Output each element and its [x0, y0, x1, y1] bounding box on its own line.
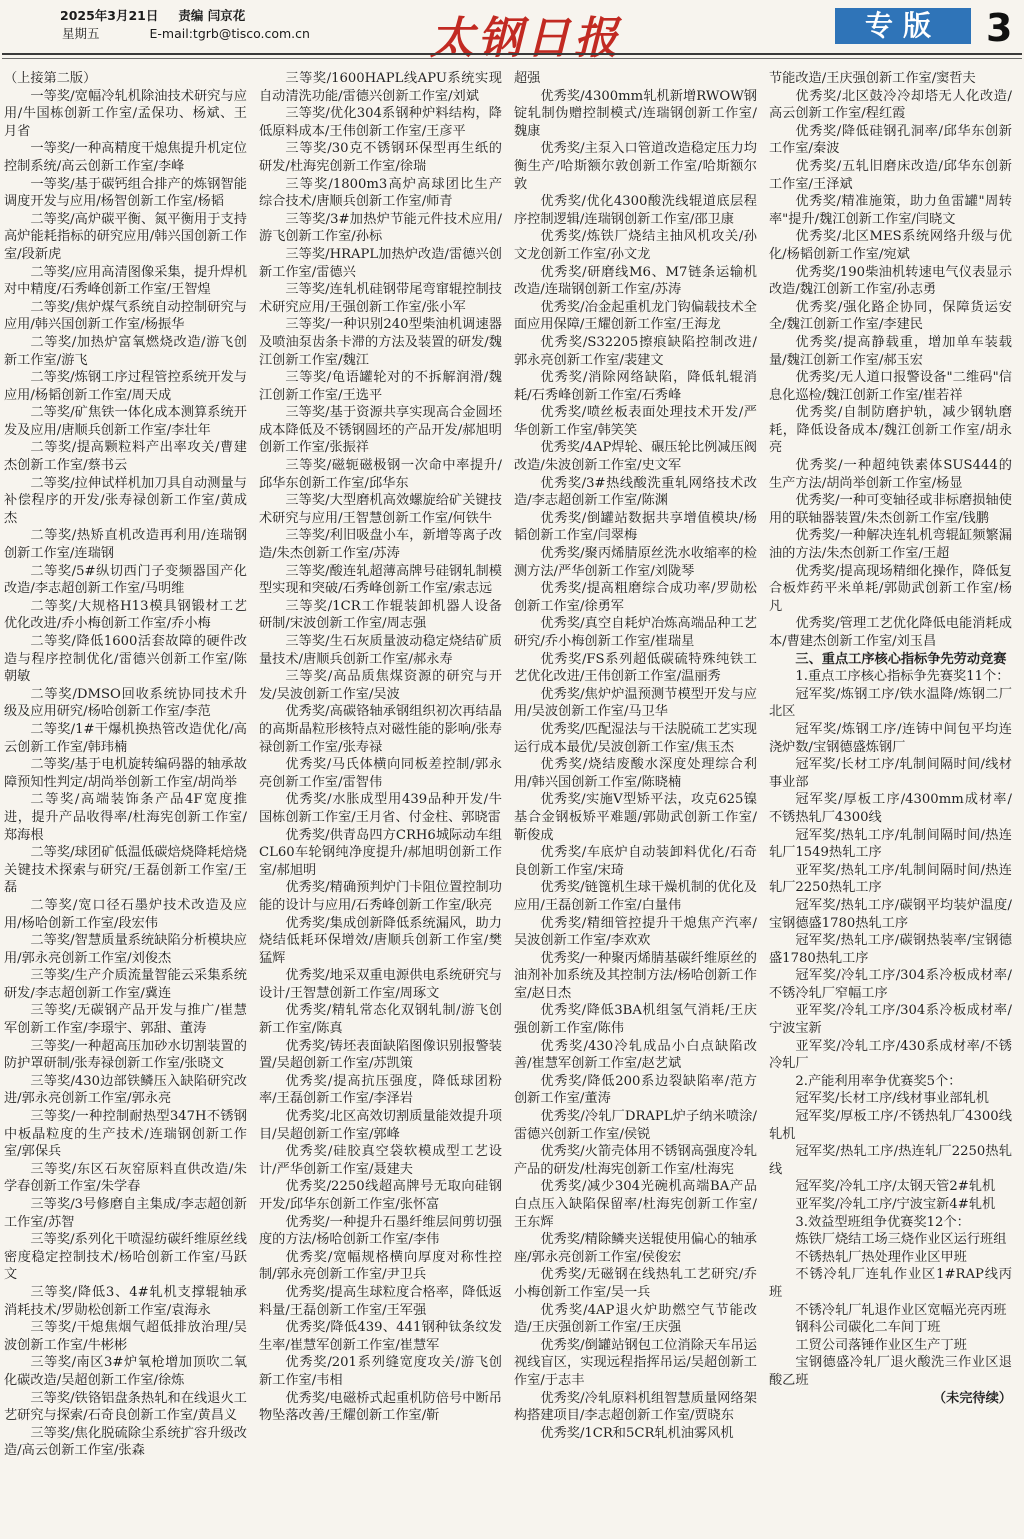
paragraph: 三等奖/430边部铁鳞压入缺陷研究改进/郭永亮创新工作室/郭永亮: [4, 1073, 247, 1107]
paragraph: 三等奖/一种超高压加砂水切割装置的防护罩研制/张寿禄创新工作室/张晓文: [4, 1038, 247, 1072]
paragraph: 优秀奖/电磁桥式起重机防倍号中断吊物坠落改善/王耀创新工作室/靳: [259, 1390, 502, 1424]
paragraph: 二等奖/拉伸试样机加刀具自动测量与补偿程序的开发/张寿禄创新工作室/黄成杰: [4, 475, 247, 526]
paragraph: 二等奖/高端装饰条产品4F宽度推进，提升产品收得率/杜海宪创新工作室/郑海根: [4, 792, 247, 843]
paragraph: 优秀奖/一种聚丙烯腈基碳纤维原丝的油剂补加系统及其控制方法/杨哈创新工作室/赵日杰: [514, 950, 757, 1001]
paragraph: 不锈冷轧厂连轧作业区1#RAP线丙班: [769, 1267, 1012, 1300]
paragraph: 优秀奖/4AP退火炉助燃空气节能改造/王庆强创新工作室/王庆强: [514, 1302, 757, 1336]
paragraph: 一等奖/宽幅冷轧机除油技术研究与应用/牛国栋创新工作室/孟保功、杨斌、王月省: [4, 88, 247, 139]
editor: 责编 闫京花: [178, 8, 246, 23]
paragraph: 优秀奖/1CR和5CR轧机油雾风机: [540, 1425, 734, 1441]
paragraph: （未完待续）: [932, 1390, 1012, 1406]
paragraph: 三等奖/南区3#炉氧枪增加顶吹二氧化碳改造/吴超创新工作室/徐炼: [4, 1355, 247, 1388]
paragraph: 优秀奖/硅胶真空袋软模成型工艺设计/严华创新工作室/聂建夫: [259, 1144, 502, 1177]
paragraph: 优秀奖/聚丙烯腈原丝洗水收缩率的检测方法/严华创新工作室/刘陇琴: [514, 546, 757, 579]
paragraph: 一等奖/基于碳钙组合排产的炼钢智能调度开发与应用/杨智创新工作室/杨韬: [4, 176, 247, 210]
paragraph: 三等奖/铁铬铝盘条热轧和在线退火工艺研究与探索/石奇良创新工作室/黄昌义: [4, 1390, 247, 1424]
paragraph: 冠军奖/热轧工序/碳钢平均装炉温度/宝钢德盛1780热轧工序: [769, 897, 1012, 931]
paragraph: 优秀奖/提高静载重，增加单车装载量/魏江创新工作室/郝玉宏: [769, 334, 1012, 368]
paragraph: 3.效益型班组争优赛奖12个：: [795, 1214, 970, 1230]
column-3: [514, 70, 757, 1535]
paragraph: 优秀奖/430冷轧成品小白点缺陷改善/崔慧军创新工作室/赵艺斌: [514, 1038, 757, 1072]
paragraph: 优秀奖/北区鼓冷冷却塔无人化改造/高云创新工作室/程红霞: [769, 88, 1012, 122]
paragraph: 二等奖/加热炉富氧燃烧改造/游飞创新工作室/游飞: [4, 334, 247, 368]
paragraph: 二等奖/提高颗粒料产出率攻关/曹建杰创新工作室/蔡书云: [4, 440, 247, 474]
paragraph: 三等奖/东区石灰窑原料直供改造/朱学春创新工作室/朱学春: [4, 1161, 247, 1195]
paragraph: 二等奖/DMSO回收系统协同技术升级及应用研究/杨哈创新工作室/李范: [4, 686, 247, 720]
paragraph: 优秀奖/无磁钢在线热轧工艺研究/乔小梅创新工作室/吴一兵: [514, 1267, 757, 1300]
column-1: [4, 70, 247, 1535]
paragraph: 优秀奖/4300mm轧机新增RWOW钢锭轧制伪赠控制模式/连瑞钢创新工作室/魏康: [514, 88, 757, 139]
paragraph: 亚军奖/冷轧工序/304系冷板成材率/宁波宝新: [769, 1003, 1012, 1037]
paragraph: 优秀奖/水胀成型用439品种开发/牛国栋创新工作室/王月省、付金柱、郭晓雷: [259, 792, 502, 825]
paragraph: 优秀奖/喷丝板表面处理技术开发/严华创新工作室/韩笑笑: [514, 405, 757, 438]
paragraph: 冠军奖/长材工序/线材事业部轧机: [795, 1091, 989, 1107]
paragraph: 三等奖/3号修磨自主集成/李志超创新工作室/苏智: [4, 1197, 247, 1230]
paragraph: 三等奖/大型磨机高效螺旋给矿关键技术研究与应用/王智慧创新工作室/何铁牛: [259, 493, 502, 526]
paragraph: 三等奖/优化304系钢种炉料结构，降低原料成本/王伟创新工作室/王彦平: [259, 106, 502, 139]
paragraph: 三等奖/磁轭磁极钢一次命中率提升/邱华东创新工作室/邱华东: [259, 458, 502, 491]
column-4: [769, 70, 1012, 1535]
paragraph: 优秀奖/提高粗磨综合成功率/罗勋松创新工作室/徐勇军: [514, 581, 757, 614]
paragraph: 二等奖/大规格H13模具钢锻材工艺优化改进/乔小梅创新工作室/乔小梅: [4, 598, 247, 632]
paragraph: 三等奖/系列化干喷湿纺碳纤维原丝线密度稳定控制技术/杨哈创新工作室/马跃文: [4, 1232, 247, 1283]
paragraph: 冠军奖/厚板工序/4300mm成材率/不锈热轧厂4300线: [769, 792, 1012, 825]
paragraph: 工贸公司落锤作业区生产丁班: [795, 1337, 967, 1353]
paragraph: 优秀奖/焦炉炉温预测节模型开发与应用/吴波创新工作室/马卫华: [514, 686, 757, 720]
paragraph: 优秀奖/提高现场精细化操作，降低复合板炸药平米单耗/郭勋武创新工作室/杨凡: [769, 563, 1012, 614]
paragraph: 二等奖/5#纵切西门子变频器国产化改造/李志超创新工作室/马明维: [4, 563, 247, 597]
paragraph: 优秀奖/精轧常态化双钢轧制/游飞创新工作室/陈真: [259, 1003, 502, 1037]
paragraph: 优秀奖/火箭壳体用不锈钢高强度冷轧产品的研发/杜海宪创新工作室/杜海宪: [514, 1144, 757, 1177]
paragraph: （上接第二版）: [4, 71, 97, 86]
newspaper-masthead: 太钢日报: [430, 13, 622, 64]
paragraph: 不锈冷轧厂轧退作业区宽幅光亮丙班: [795, 1302, 1007, 1318]
paragraph: 优秀奖/车底炉自动装卸料优化/石奇良创新工作室/宋琦: [514, 845, 757, 878]
paragraph: 优秀奖/冷轧原料机组智慧质量网络架构搭建项目/李志超创新工作室/贾晓东: [514, 1390, 757, 1424]
paragraph: 二等奖/智慧质量系统缺陷分析模块应用/郭永亮创新工作室/刘俊杰: [4, 933, 247, 966]
paragraph: 优秀奖/减少304光碗机高端BA产品白点压入缺陷保留率/杜海宪创新工作室/王东辉: [514, 1179, 757, 1230]
paragraph: 优秀奖/优化4300酸洗线辊道底层程序控制逻辑/连瑞钢创新工作室/邵卫康: [514, 194, 757, 227]
weekday: 星期五: [62, 26, 100, 41]
paragraph: 优秀奖/供青岛四方CRH6城际动车组CL60车轮钢纯净度提升/郝旭明创新工作室/郝旭明: [259, 827, 502, 878]
paragraph: 三等奖/高品质焦煤资源的研究与开发/吴波创新工作室/吴波: [259, 669, 502, 702]
paragraph: 优秀奖/一种解决连轧机弯辊缸频繁漏油的方法/朱杰创新工作室/王超: [769, 528, 1012, 562]
paragraph: 一等奖/一种高精度干熄焦提升机定位控制系统/高云创新工作室/李峰: [4, 141, 247, 174]
paragraph: 三等奖/30克不锈钢环保型再生纸的研发/杜海宪创新工作室/徐瑞: [259, 141, 502, 174]
paragraph: 三等奖/连轧机硅钢带尾弯窜辊控制技术研究应用/王强创新工作室/张小军: [259, 282, 502, 315]
paragraph: 三、重点工序核心指标争先劳动竞赛: [795, 651, 1007, 667]
paragraph: 三等奖/一种控制耐热型347H不锈钢中板晶粒度的生产技术/连瑞钢创新工作室/郭保兵: [4, 1109, 247, 1160]
paragraph: 优秀奖/2250线超高牌号无取向硅钢开发/邱华东创新工作室/张怀富: [259, 1179, 502, 1212]
paragraph: 三等奖/1800m3高炉高球团比生产综合技术/唐顺兵创新工作室/师青: [259, 176, 502, 210]
paragraph: 优秀奖/烧结废酸水深度处理综合利用/韩兴国创新工作室/陈晓楠: [514, 757, 757, 790]
paragraph: 优秀奖/精除鳞夹送辊使用偏心的轴承座/郭永亮创新工作室/侯俊宏: [514, 1232, 757, 1265]
paragraph: 不锈热轧厂热处理作业区甲班: [795, 1249, 967, 1265]
paragraph: 三等奖/HRAPL加热炉改造/雷德兴创新工作室/雷德兴: [259, 246, 502, 280]
paragraph: 优秀奖/链篦机生球干燥机制的优化及应用/王磊创新工作室/白量伟: [514, 880, 757, 913]
paragraph: 三等奖/龟语罐轮对的不拆解润滑/魏江创新工作室/王选平: [259, 370, 502, 403]
paragraph: 优秀奖/五轧旧磨床改造/邱华东创新工作室/王泽斌: [769, 158, 1012, 192]
paragraph: 二等奖/降低1600活套故障的硬件改造与程序控制优化/雷德兴创新工作室/陈朝敏: [4, 634, 247, 685]
paragraph: 优秀奖/北区MES系统网络升级与优化/杨韬创新工作室/宛斌: [769, 229, 1012, 262]
paragraph: 优秀奖/一种超纯铁素体SUS444的生产方法/胡尚举创新工作室/杨显: [769, 458, 1012, 491]
issue-date: 2025年3月21日: [60, 8, 159, 23]
paragraph: 优秀奖/精确预判炉门卡阻位置控制功能的设计与应用/石秀峰创新工作室/耿亮: [259, 880, 502, 913]
paragraph: 优秀奖/一种提升石墨纤维层间剪切强度的方法/杨哈创新工作室/李伟: [259, 1214, 502, 1248]
paragraph: 亚军奖/冷轧工序/宁波宝新4#轧机: [795, 1197, 996, 1212]
paragraph: 冠军奖/热轧工序/热连轧厂2250热轧线: [769, 1144, 1012, 1177]
paragraph: 冠军奖/热轧工序/轧制间隔时间/热连轧厂1549热轧工序: [769, 827, 1012, 861]
paragraph: 优秀奖/研磨线M6、M7链条运输机改造/连瑞钢创新工作室/苏涛: [514, 264, 757, 298]
paragraph: 优秀奖/降低200系边裂缺陷率/范方创新工作室/董涛: [514, 1073, 757, 1107]
header-rule: [2, 53, 1022, 55]
paragraph: 优秀奖/炼铁厂烧结主抽风机攻关/孙文龙创新工作室/孙文龙: [514, 229, 757, 262]
paragraph: 优秀奖/北区高效切割质量能效提升项目/吴超创新工作室/郭峰: [259, 1109, 502, 1142]
paragraph: 三等奖/无碳钢产品开发与推广/崔慧军创新工作室/李璟宇、郭甜、董涛: [4, 1003, 247, 1037]
paragraph: 二等奖/应用高清图像采集，提升焊机对中精度/石秀峰创新工作室/王智煌: [4, 264, 247, 298]
paragraph: 三等奖/一种识别240型柴油机调速器及喷油泵齿条卡滞的方法及装置的研发/魏江创新工作室/魏江: [259, 317, 502, 368]
section-label: 专版: [835, 8, 971, 44]
paragraph: 二等奖/热矫直机改造再利用/连瑞钢创新工作室/连瑞钢: [4, 528, 247, 562]
paragraph: 三等奖/1600HAPL线APU系统实现自动清洗功能/雷德兴创新工作室/刘斌: [259, 71, 502, 104]
paragraph: 三等奖/1CR工作辊装卸机器人设备研制/宋波创新工作室/周志强: [259, 598, 502, 632]
paragraph: 优秀奖/集成创新降低系统漏风，助力烧结低耗环保增效/唐顺兵创新工作室/樊猛辉: [259, 915, 502, 966]
paragraph: 优秀奖/190柴油机转速电气仪表显示改造/魏江创新工作室/孙志勇: [769, 264, 1012, 298]
paragraph: 2.产能利用率争优赛奖5个：: [795, 1073, 962, 1089]
paragraph: 亚军奖/热轧工序/轧制间隔时间/热连轧厂2250热轧工序: [769, 862, 1012, 896]
paragraph: 二等奖/基于电机旋转编码器的轴承故障预知性判定/胡尚举创新工作室/胡尚举: [4, 757, 247, 790]
paragraph: 优秀奖/倒罐站钢包工位消除天车吊运视线盲区，实现远程指挥吊运/吴超创新工作室/于志丰: [514, 1337, 757, 1388]
column-2: [259, 70, 502, 1535]
paragraph: 优秀奖/实施V型矫平法，攻克625镍基合金钢板矫平难题/郭勋武创新工作室/靳俊成: [514, 792, 757, 843]
paragraph: 优秀奖/马氏体横向同板差控制/郭永亮创新工作室/雷智伟: [259, 757, 502, 790]
article-columns: [0, 64, 1024, 1539]
paragraph: 优秀奖/FS系列超低碳硫特殊纯铁工艺优化改进/王伟创新工作室/温丽秀: [514, 651, 757, 685]
paragraph: 冠军奖/冷轧工序/太钢天管2#轧机: [795, 1179, 996, 1195]
paragraph: 三等奖/焦化脱硫除尘系统扩容升级改造/高云创新工作室/张森: [4, 1425, 247, 1459]
paragraph: 优秀奖/4AP焊轮、碾压轮比例减压阀改造/朱波创新工作室/史文军: [514, 440, 757, 474]
page-header: [0, 0, 1024, 64]
paragraph: 三等奖/利旧吸盘小车，新增等离子改造/朱杰创新工作室/苏涛: [259, 528, 502, 562]
paragraph: 钢科公司碳化二车间丁班: [795, 1320, 941, 1336]
paragraph: 二等奖/宽口径石墨炉技术改造及应用/杨哈创新工作室/段宏伟: [4, 897, 247, 931]
paragraph: 亚军奖/冷轧工序/430系成材率/不锈冷轧厂: [769, 1038, 1012, 1072]
paragraph: 节能改造/王庆强创新工作室/窦哲夫: [769, 71, 976, 86]
paragraph: 二等奖/高炉碳平衡、氮平衡用于支持高炉能耗指标的研究应用/韩兴国创新工作室/段新虎: [4, 211, 247, 262]
paragraph: 冠军奖/炼钢工序/铁水温降/炼钢二厂北区: [769, 686, 1012, 720]
paragraph: 优秀奖/真空自耗炉冶炼高端品种工艺研究/乔小梅创新工作室/崔瑞星: [514, 616, 757, 649]
paragraph: 优秀奖/提高抗压强度，降低球团粉率/王磊创新工作室/李泽岩: [259, 1073, 502, 1107]
paragraph: 炼铁厂烧结工场三烧作业区运行班组: [795, 1232, 1007, 1248]
paragraph: 优秀奖/倒罐站数据共享增值模块/杨韬创新工作室/闫翠梅: [514, 510, 757, 544]
paragraph: 三等奖/生产介质流量智能云采集系统研发/李志超创新工作室/冀连: [4, 968, 247, 1001]
paragraph: 三等奖/干熄焦烟气超低排放治理/吴波创新工作室/牛彬彬: [4, 1320, 247, 1353]
paragraph: 优秀奖/S32205擦痕缺陷控制改进/郭永亮创新工作室/裴建文: [514, 334, 757, 368]
paragraph: 宝钢德盛冷轧厂退火酸洗三作业区退酸乙班: [769, 1355, 1012, 1388]
paragraph: 三等奖/酸连轧超薄高牌号硅钢轧制模型实现和突破/石秀峰创新工作室/索志远: [259, 563, 502, 597]
page-number: 3: [986, 6, 1013, 50]
paragraph: 优秀奖/提高生球粒度合格率，降低返料量/王磊创新工作室/王军强: [259, 1284, 502, 1318]
paragraph: 优秀奖/匹配湿法与干法脱硫工艺实现运行成本最优/吴波创新工作室/焦玉杰: [514, 721, 757, 755]
paragraph: 优秀奖/精准施策，助力鱼雷罐"周转率"提升/魏江创新工作室/闫晓文: [769, 194, 1012, 227]
paragraph: 优秀奖/宽幅规格横向厚度对称性控制/郭永亮创新工作室/尹卫兵: [259, 1249, 502, 1283]
paragraph: 冠军奖/厚板工序/不锈热轧厂4300线轧机: [769, 1109, 1012, 1142]
paragraph: 优秀奖/地采双重电源供电系统研究与设计/王智慧创新工作室/周琢文: [259, 968, 502, 1001]
paragraph: 二等奖/球团矿低温低碳焙烧降耗焙烧关键技术探索与研究/王磊创新工作室/王磊: [4, 845, 247, 896]
header-rule-thin: [2, 58, 1022, 59]
paragraph: 优秀奖/主泵入口管道改造稳定压力均衡生产/哈斯额尔敦创新工作室/哈斯额尔敦: [514, 141, 757, 192]
paragraph: 优秀奖/201系列缝宽度攻关/游飞创新工作室/韦相: [259, 1355, 502, 1388]
paragraph: 优秀奖/降低439、441钢种钛条纹发生率/崔慧军创新工作室/崔慧军: [259, 1320, 502, 1353]
paragraph: 冠军奖/炼钢工序/连铸中间包平均连浇炉数/宝钢德盛炼钢厂: [769, 721, 1012, 755]
paragraph: 优秀奖/降低3BA机组氢气消耗/王庆强创新工作室/陈伟: [514, 1003, 757, 1037]
editor-email: E-mail:tgrb@tisco.com.cn: [149, 26, 310, 41]
paragraph: 二等奖/炼钢工序过程管控系统开发与应用/杨韬创新工作室/周天成: [4, 370, 247, 403]
paragraph: 优秀奖/高碳铬轴承钢组织初次再结晶的高斯晶粒形核特点对磁性能的影响/张寿禄创新工作室/张寿禄: [259, 704, 502, 755]
paragraph: 优秀奖/冶金起重机龙门钩偏载技术全面应用保障/王耀创新工作室/王海龙: [514, 299, 757, 333]
paragraph: 优秀奖/消除网络缺陷，降低轧辊消耗/石秀峰创新工作室/石秀峰: [514, 370, 757, 403]
paragraph: 1.重点工序核心指标争先赛奖11个：: [795, 669, 1010, 685]
paragraph: 优秀奖/降低硅钢孔洞率/邱华东创新工作室/秦波: [769, 123, 1012, 157]
paragraph: 三等奖/生石灰质量波动稳定烧结矿质量技术/唐顺兵创新工作室/郝永寿: [259, 634, 502, 667]
paragraph: 二等奖/矿焦铁一体化成本测算系统开发及应用/唐顺兵创新工作室/李壮年: [4, 405, 247, 438]
paragraph: 优秀奖/一种可变轴径或非标磨损轴使用的联轴器装置/朱杰创新工作室/钱鹏: [769, 493, 1012, 526]
paragraph: 优秀奖/精细管控提升干熄焦产汽率/吴波创新工作室/李欢欢: [514, 915, 757, 949]
paragraph: 二等奖/焦炉煤气系统自动控制研究与应用/韩兴国创新工作室/杨振华: [4, 299, 247, 333]
paragraph: 优秀奖/无人道口报警设备"二维码"信息化巡检/魏江创新工作室/崔若祥: [769, 370, 1012, 403]
paragraph: 冠军奖/热轧工序/碳钢热装率/宝钢德盛1780热轧工序: [769, 933, 1012, 966]
paragraph: 优秀奖/强化路企协同，保障货运安全/魏江创新工作室/李建民: [769, 299, 1012, 333]
paragraph: 优秀奖/管理工艺优化降低电能消耗成本/曹建杰创新工作室/刘玉昌: [769, 616, 1012, 649]
paragraph: 三等奖/3#加热炉节能元件技术应用/游飞创新工作室/孙标: [259, 211, 502, 245]
paragraph: 三等奖/降低3、4#轧机支撑辊轴承消耗技术/罗勋松创新工作室/袁海永: [4, 1284, 247, 1318]
paragraph: 冠军奖/长材工序/轧制间隔时间/线材事业部: [769, 757, 1012, 790]
header-info: [60, 7, 310, 43]
paragraph: 优秀奖/自制防磨护轨，减少钢轨磨耗，降低设备成本/魏江创新工作室/胡永亮: [769, 405, 1012, 456]
paragraph: 超强: [514, 71, 541, 86]
paragraph: 冠军奖/冷轧工序/304系冷板成材率/不锈冷轧厂窄幅工序: [769, 968, 1012, 1001]
paragraph: 优秀奖/冷轧厂DRAPL炉子纳米喷涂/雷德兴创新工作室/侯锐: [514, 1109, 757, 1142]
paragraph: 优秀奖/铸坯表面缺陷图像识别报警装置/吴超创新工作室/苏凯策: [259, 1038, 502, 1072]
paragraph: 二等奖/1#干爆机换热管改造优化/高云创新工作室/韩玮楠: [4, 721, 247, 755]
paragraph: 三等奖/基于资源共享实现高合金圆坯成本降低及不锈钢圆坯的产品开发/郝旭明创新工作室/张振祥: [259, 405, 502, 456]
paragraph: 优秀奖/3#热线酸洗重轧网络技术改造/李志超创新工作室/陈渊: [514, 475, 757, 509]
